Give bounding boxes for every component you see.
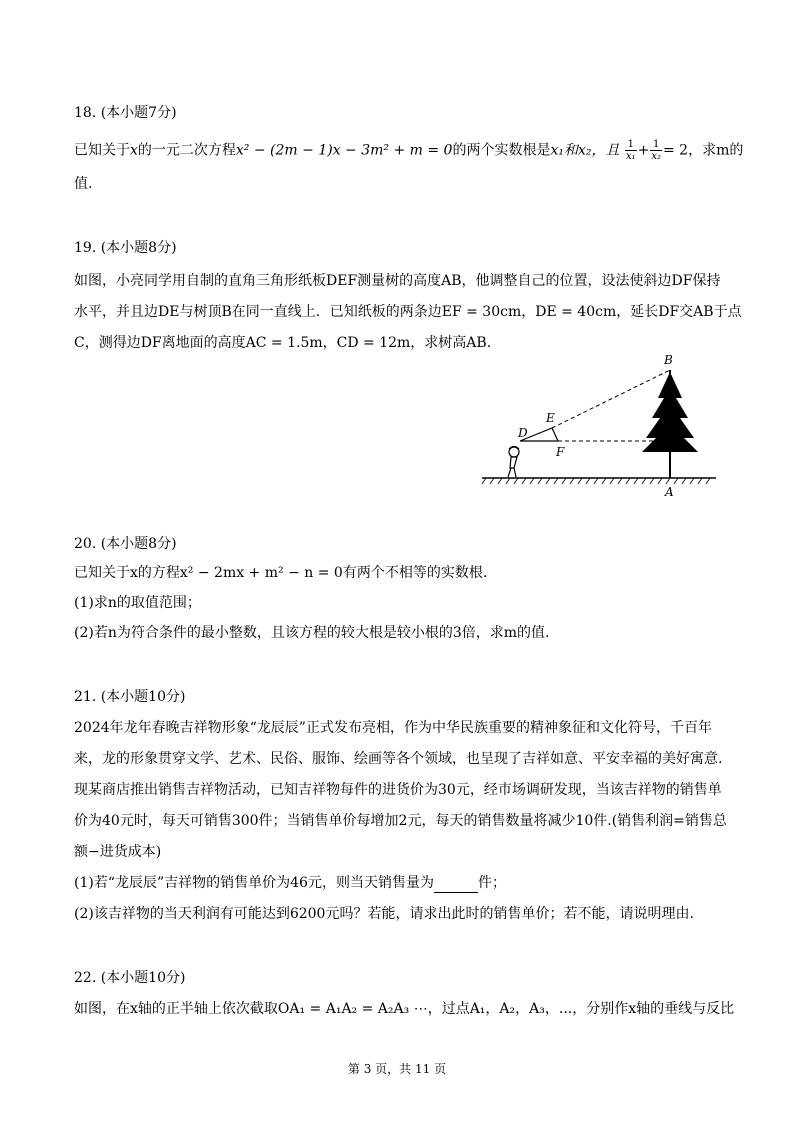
tree-measurement-figure (480, 350, 720, 500)
q20-header: 20. (本小题8分) (74, 536, 177, 552)
page-footer: 第 3 页，共 11 页 (347, 1062, 447, 1076)
person-icon (508, 447, 519, 478)
q21-line7: (2)该吉祥物的当天利润有可能达到6200元吗？若能，请求出此时的销售单价；若不能，请说明理由. (74, 906, 694, 922)
q19-line2: 水平，并且边DE与树顶B在同一直线上．已知纸板的两条边EF = 30cm，DE = 40cm，延长DF交AB于点 (74, 304, 742, 320)
label-b: B (664, 353, 673, 367)
q22-header: 22. (本小题10分) (74, 970, 186, 986)
q18-fraction-1: $\frac{1}{\text{x₁}}$ (625, 139, 636, 162)
label-d: D (518, 426, 528, 440)
q21-line6-unit: 件； (477, 875, 506, 891)
answer-blank[interactable] (434, 878, 478, 893)
q18-roots: x₁和x₂，且 (550, 142, 620, 159)
q21-line3: 现某商店推出销售吉祥物活动，已知吉祥物每件的进货价为30元，经市场调研发现，当该吉祥物的销售单 (74, 782, 722, 798)
q21-line6-text: (1)若“龙辰辰”吉祥物的销售单价为46元，则当天销售量为 (74, 875, 434, 891)
q18-header: 18. (本小题7分) (74, 105, 177, 121)
label-e: E (546, 411, 555, 425)
q18-var-x: x (130, 142, 138, 159)
q18-plus: + (637, 142, 650, 159)
ground-hatching (482, 478, 710, 484)
q18-text-d: 的两个实数根是 (452, 142, 551, 159)
q18-text-a: 已知关于 (74, 142, 130, 159)
q19-line1: 如图，小亮同学用自制的直角三角形纸板DEF测量树的高度AB，他调整自己的位置，设法使斜边DF保持 (74, 273, 721, 289)
q18-text-f: = 2，求m的 (662, 142, 744, 159)
q21-header: 21. (本小题10分) (74, 689, 186, 705)
tree-icon (642, 370, 698, 478)
q22-line1: 如图，在x轴的正半轴上依次截取OA₁ = A₁A₂ = A₂A₃ ⋯，过点A₁，A₂，A₃，...，分别作x轴的垂线与反比 (74, 1001, 735, 1017)
label-a: A (665, 485, 674, 499)
q21-line1: 2024年龙年春晚吉祥物形象“龙辰辰”正式发布亮相，作为中华民族重要的精神象征和文化符号，千百年 (74, 720, 712, 736)
q20-line2: (1)求n的取值范围； (74, 595, 201, 611)
q21-line6 (74, 873, 734, 893)
q21-line4: 价为40元时，每天可销售300件；当销售单价每增加2元，每天的销售数量将减少10件.(销售利润=销售总 (74, 813, 727, 829)
q20-line1: 已知关于x的方程x² − 2mx + m² − n = 0有两个不相等的实数根. (74, 565, 488, 581)
sight-line-db (552, 370, 670, 428)
q19-line3: C，测得边DF离地面的高度AC = 1.5m，CD = 12m，求树高AB. (74, 335, 492, 351)
q18-text-c: 的一元二次方程 (137, 142, 236, 159)
q18-line2: 值. (74, 176, 93, 192)
q18-equation: x² − (2m − 1)x − 3m² + m = 0 (235, 142, 453, 159)
q21-line2: 来，龙的形象贯穿文学、艺术、民俗、服饰、绘画等各个领域，也呈现了吉祥如意、平安幸福的美好寓意. (74, 751, 723, 767)
label-c: C (676, 439, 686, 453)
q21-line5: 额−进货成本) (74, 844, 162, 860)
q20-line3: (2)若n为符合条件的最小整数，且该方程的较大根是较小根的3倍，求m的值. (74, 625, 550, 641)
q18-fraction-2: $\frac{1}{\text{x₂}}$ (651, 139, 661, 162)
q19-header: 19. (本小题8分) (74, 240, 177, 256)
q18-line1 (74, 139, 744, 162)
label-f: F (556, 445, 565, 459)
